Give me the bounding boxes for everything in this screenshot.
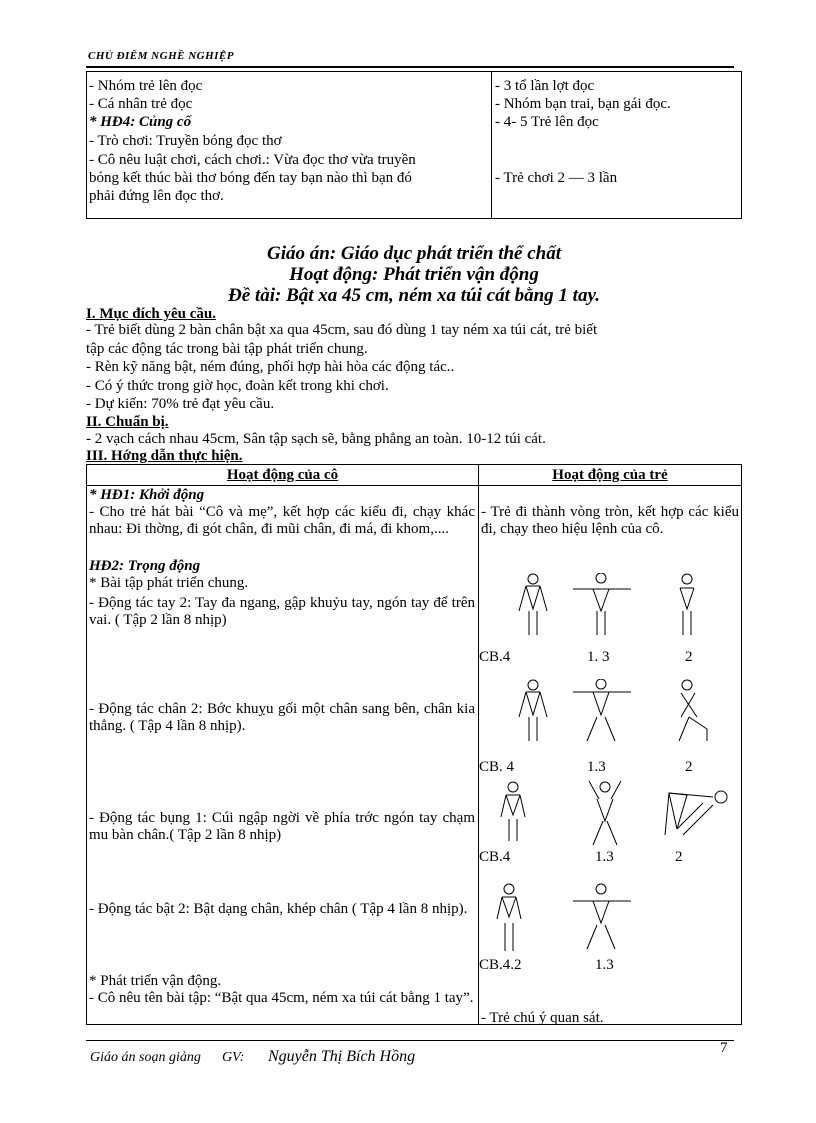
activity-table-continued — [86, 71, 742, 219]
figure-label: 1.3 — [587, 759, 606, 775]
t1-right-line: - Trẻ chơi 2 — 3 lần — [495, 170, 618, 186]
figure-label: 1.3 — [595, 957, 614, 973]
stick-figure-stand — [495, 781, 539, 855]
purpose-line: - Rèn kỹ năng bật, ném đúng, phối hợp hài hòa các động tác.. — [86, 359, 455, 375]
child-column-header: Hoạt động của trẻ — [552, 467, 668, 483]
stick-figure-arms-out — [571, 573, 635, 645]
purpose-line: - Trẻ biết dùng 2 bàn chân bật xa qua 45cm, sau đó dùng 1 tay ném xa túi cát, trẻ biết — [86, 322, 598, 338]
t1-left-line: phải đứng lên đọc thơ. — [89, 188, 224, 204]
stick-figure-hands-on-shoulders — [671, 573, 711, 645]
section-purpose-heading: I. Mục đích yêu cầu. — [86, 306, 217, 322]
stick-figure-stand — [507, 679, 567, 751]
header-rule — [86, 66, 734, 68]
figure-label: 1. 3 — [587, 649, 610, 665]
activity-title: Hoạt động: Phát triển vận động — [289, 264, 539, 285]
stick-figure-arms-up — [581, 777, 631, 853]
footer-author: Nguyễn Thị Bích Hồng — [268, 1048, 416, 1065]
exercise-leg: - Động tác chân 2: Bớc khuỵu gối một chân sang bên, chân kia thẳng. ( Tập 4 lần 8 nhịp). — [89, 701, 475, 734]
figure-label: 2 — [675, 849, 683, 865]
t1-right-line: - 3 tổ lần lợt đọc — [495, 78, 595, 94]
stick-figure-stand — [491, 883, 535, 957]
activity-table — [86, 464, 742, 1025]
stick-figure-lunge — [671, 679, 715, 751]
hd1-child-text: - Trẻ đi thành vòng tròn, kết hợp các kiểu đi, chạy theo hiệu lệnh của cô. — [481, 504, 739, 537]
section-guide-heading: III. Hớng dẫn thực hiện. — [86, 448, 243, 464]
t1-left-line: - Nhóm trẻ lên đọc — [89, 78, 203, 94]
purpose-line: tập các động tác trong bài tập phát triển chung. — [86, 341, 368, 357]
figure-label: 1.3 — [595, 849, 614, 865]
header-divider — [87, 485, 741, 486]
t1-left-line: - Cá nhân trẻ đọc — [89, 96, 193, 112]
figure-label: CB. 4 — [479, 759, 515, 775]
t1-right-line: - 4- 5 Trẻ lên đọc — [495, 114, 599, 130]
hd1-heading: * HĐ1: Khởi động — [89, 487, 205, 503]
motor-development-heading: * Phát triển vận động. — [89, 973, 222, 989]
preparation-line: - 2 vạch cách nhau 45cm, Sân tập sạch sẽ, bằng phẳng an toàn. 10-12 túi cát. — [86, 431, 546, 447]
footer-gv: GV: — [222, 1050, 245, 1065]
footer-label: Giáo án soạn giảng — [90, 1050, 201, 1065]
stick-figure-bend-forward — [657, 783, 729, 853]
page-number: 7 — [720, 1040, 728, 1056]
figure-label: 2 — [685, 649, 693, 665]
purpose-line: - Có ý thức trong giờ học, đoàn kết trong khi chơi. — [86, 378, 389, 394]
column-divider — [478, 465, 479, 1024]
running-header: CHỦ ĐIỂM NGHỀ NGHIỆP — [88, 50, 234, 62]
topic-title: Đề tài: Bật xa 45 cm, ném xa túi cát bằng 1 tay. — [228, 285, 600, 306]
stick-figure-arms-down — [507, 573, 567, 645]
t1-left-line: - Trò chơi: Truyền bóng đọc thơ — [89, 133, 282, 149]
figure-label: CB.4 — [479, 649, 511, 665]
t1-left-heading: * HĐ4: Củng cố — [89, 114, 192, 130]
motor-development-text: - Cô nêu tên bài tập: “Bật qua 45cm, ném xa túi cát bằng 1 tay”. — [89, 990, 474, 1006]
exercise-abdomen: - Động tác bụng 1: Cúi ngập ngời về phía trớc ngón tay chạm mu bàn chân.( Tập 2 lần 8 nhịp) — [89, 810, 475, 843]
figure-label: 2 — [685, 759, 693, 775]
figure-label: CB.4.2 — [479, 957, 522, 973]
footer-rule — [86, 1040, 734, 1041]
teacher-column-header: Hoạt động của cô — [226, 467, 339, 483]
stick-figure-arms-out-legs-apart — [571, 883, 635, 957]
general-exercise-heading: * Bài tập phát triển chung. — [89, 575, 249, 591]
purpose-line: - Dự kiến: 70% trẻ đạt yêu cầu. — [86, 396, 275, 412]
hd2-heading: HĐ2: Trọng động — [89, 558, 201, 574]
hd1-text: - Cho trẻ hát bài “Cô và mẹ”, kết hợp các kiểu đi, chạy khác nhau: Đi thờng, đi gót chân, đi mũi chân, đi má, đi khom,.... — [89, 504, 475, 537]
exercise-arm: - Động tác tay 2: Tay đa ngang, gập khuỷu tay, ngón tay để trên vai. ( Tập 2 lần 8 nhịp) — [89, 595, 475, 628]
section-preparation-heading: II. Chuẩn bị. — [86, 414, 169, 430]
t1-left-line: bóng kết thúc bài thơ bóng đến tay bạn nào thì bạn đó — [89, 170, 412, 186]
lesson-title: Giáo án: Giáo dục phát triển thể chất — [267, 243, 561, 264]
figure-label: CB.4 — [479, 849, 511, 865]
t1-left-line: - Cô nêu luật chơi, cách chơi.: Vừa đọc thơ vừa truyền — [89, 152, 416, 168]
exercise-jump: - Động tác bật 2: Bật dạng chân, khép chân ( Tập 4 lần 8 nhịp). — [89, 901, 468, 917]
t1-right-line: - Nhóm bạn trai, bạn gái đọc. — [495, 96, 671, 112]
child-watch-text: - Trẻ chú ý quan sát. — [481, 1010, 604, 1026]
column-divider — [491, 72, 492, 218]
stick-figure-arms-out-legs-apart — [571, 679, 635, 751]
